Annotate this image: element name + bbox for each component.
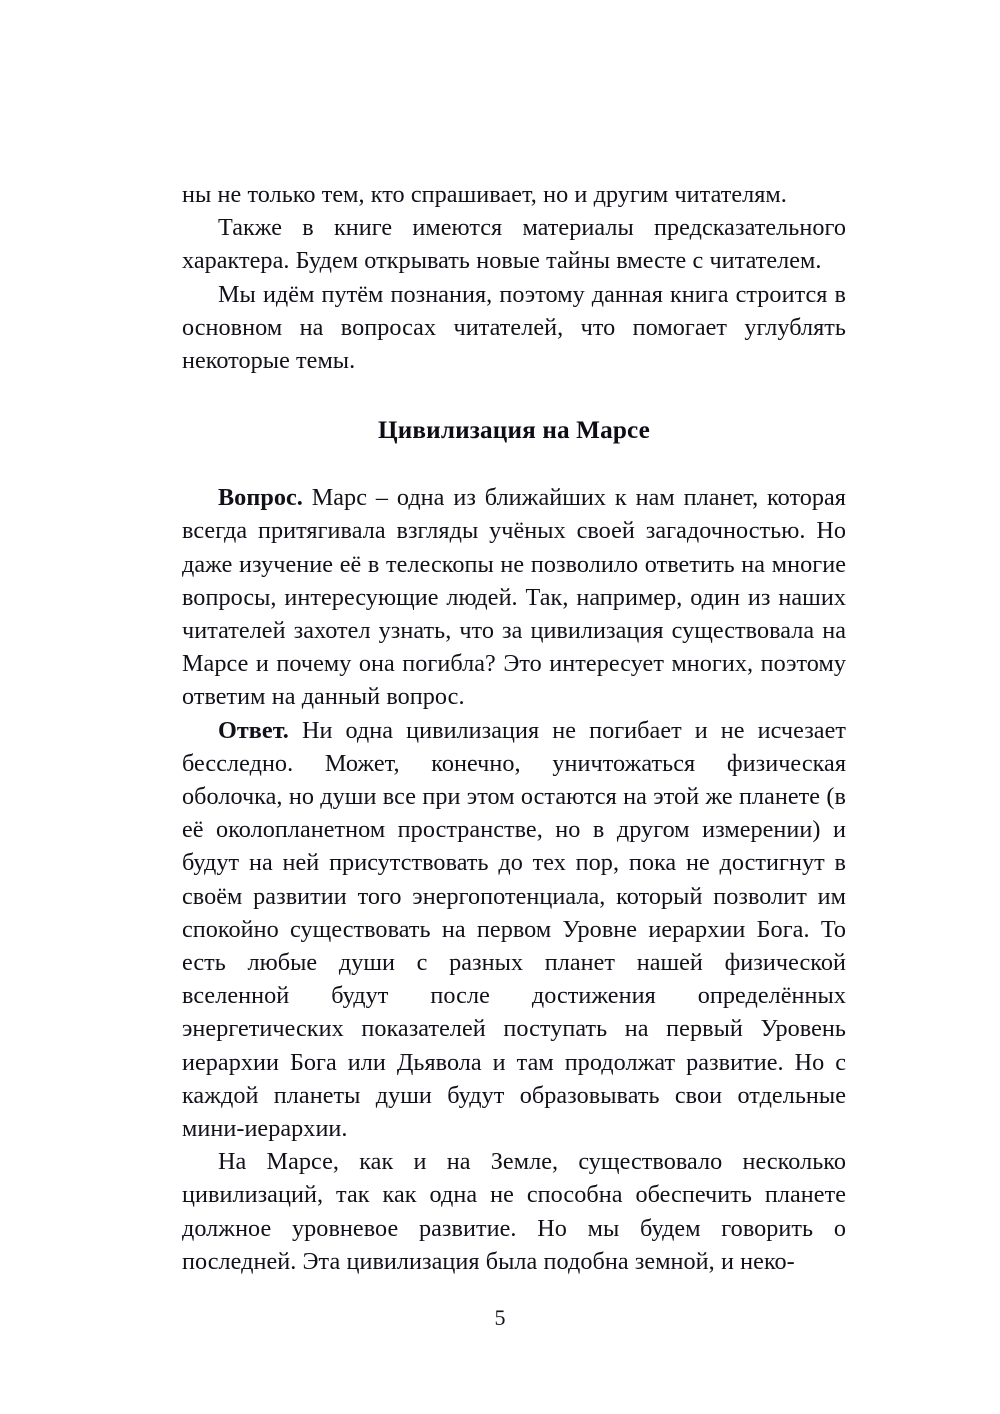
question-lead-label: Вопрос. [218, 484, 303, 512]
paragraph-text: На Марсе, как и на Земле, существовало несколько цивилизаций, так как одна не способна обеспечить планете должное уровневое развитие. Но мы будем говорить о последней. Эта цивилизация была подобна земной, и неко- [182, 1148, 846, 1275]
paragraph-text: Ни одна цивилизация не погибает и не исчезает бесследно. Может, конечно, уничтожаться физическая оболочка, но души все при этом остаются на этой же планете (в её околопланетном пространстве, но в другом измерении) и будут на ней присутствовать до тех пор, пока не достигнут в своём развитии того энергопотенциала, который позволит им спокойно существовать на первом Уровне иерархии Бога. То есть любые души с разных планет нашей физической вселенной будут после достижения определённых энергетических показателей поступать на первый Уровень иерархии Бога или Дьявола и там продолжат развитие. Но с каждой планеты души будут образовывать свои отдельные мини-иерархии. [182, 716, 846, 1143]
paragraph-text: Марс – одна из ближайших к нам планет, которая всегда притягивала взгляды учёных своей загадочностью. Но даже изучение её в телескопы не позволило ответить на многие вопросы, интересующие людей. Так, например, один из наших читателей захотел узнать, что за цивилизация существовала на Марсе и почему она погибла? Это интересует многих, поэтому ответим на данный вопрос. [182, 484, 846, 711]
paragraph-text: Также в книге имеются материалы предсказательного характера. Будем открывать новые тайны вместе с читателем. [182, 214, 846, 275]
page-number: 5 [494, 1305, 506, 1330]
paragraph-question [182, 481, 846, 713]
paragraph-continued-readers [182, 178, 846, 211]
section-heading: Цивилизация на Марсе [378, 417, 650, 445]
paragraph-predictive-materials [182, 211, 846, 277]
paragraph-answer [182, 714, 846, 1146]
paragraph-path-of-knowledge [182, 278, 846, 378]
paragraph-mars-civilizations [182, 1145, 846, 1278]
text-column [182, 178, 846, 1278]
paragraph-text: ны не только тем, кто спрашивает, но и другим читателям. [182, 181, 787, 208]
answer-lead-label: Ответ. [218, 716, 289, 744]
paragraph-text: Мы идём путём познания, поэтому данная книга строится в основном на вопросах читателей, что помогает углублять некоторые темы. [182, 280, 846, 375]
